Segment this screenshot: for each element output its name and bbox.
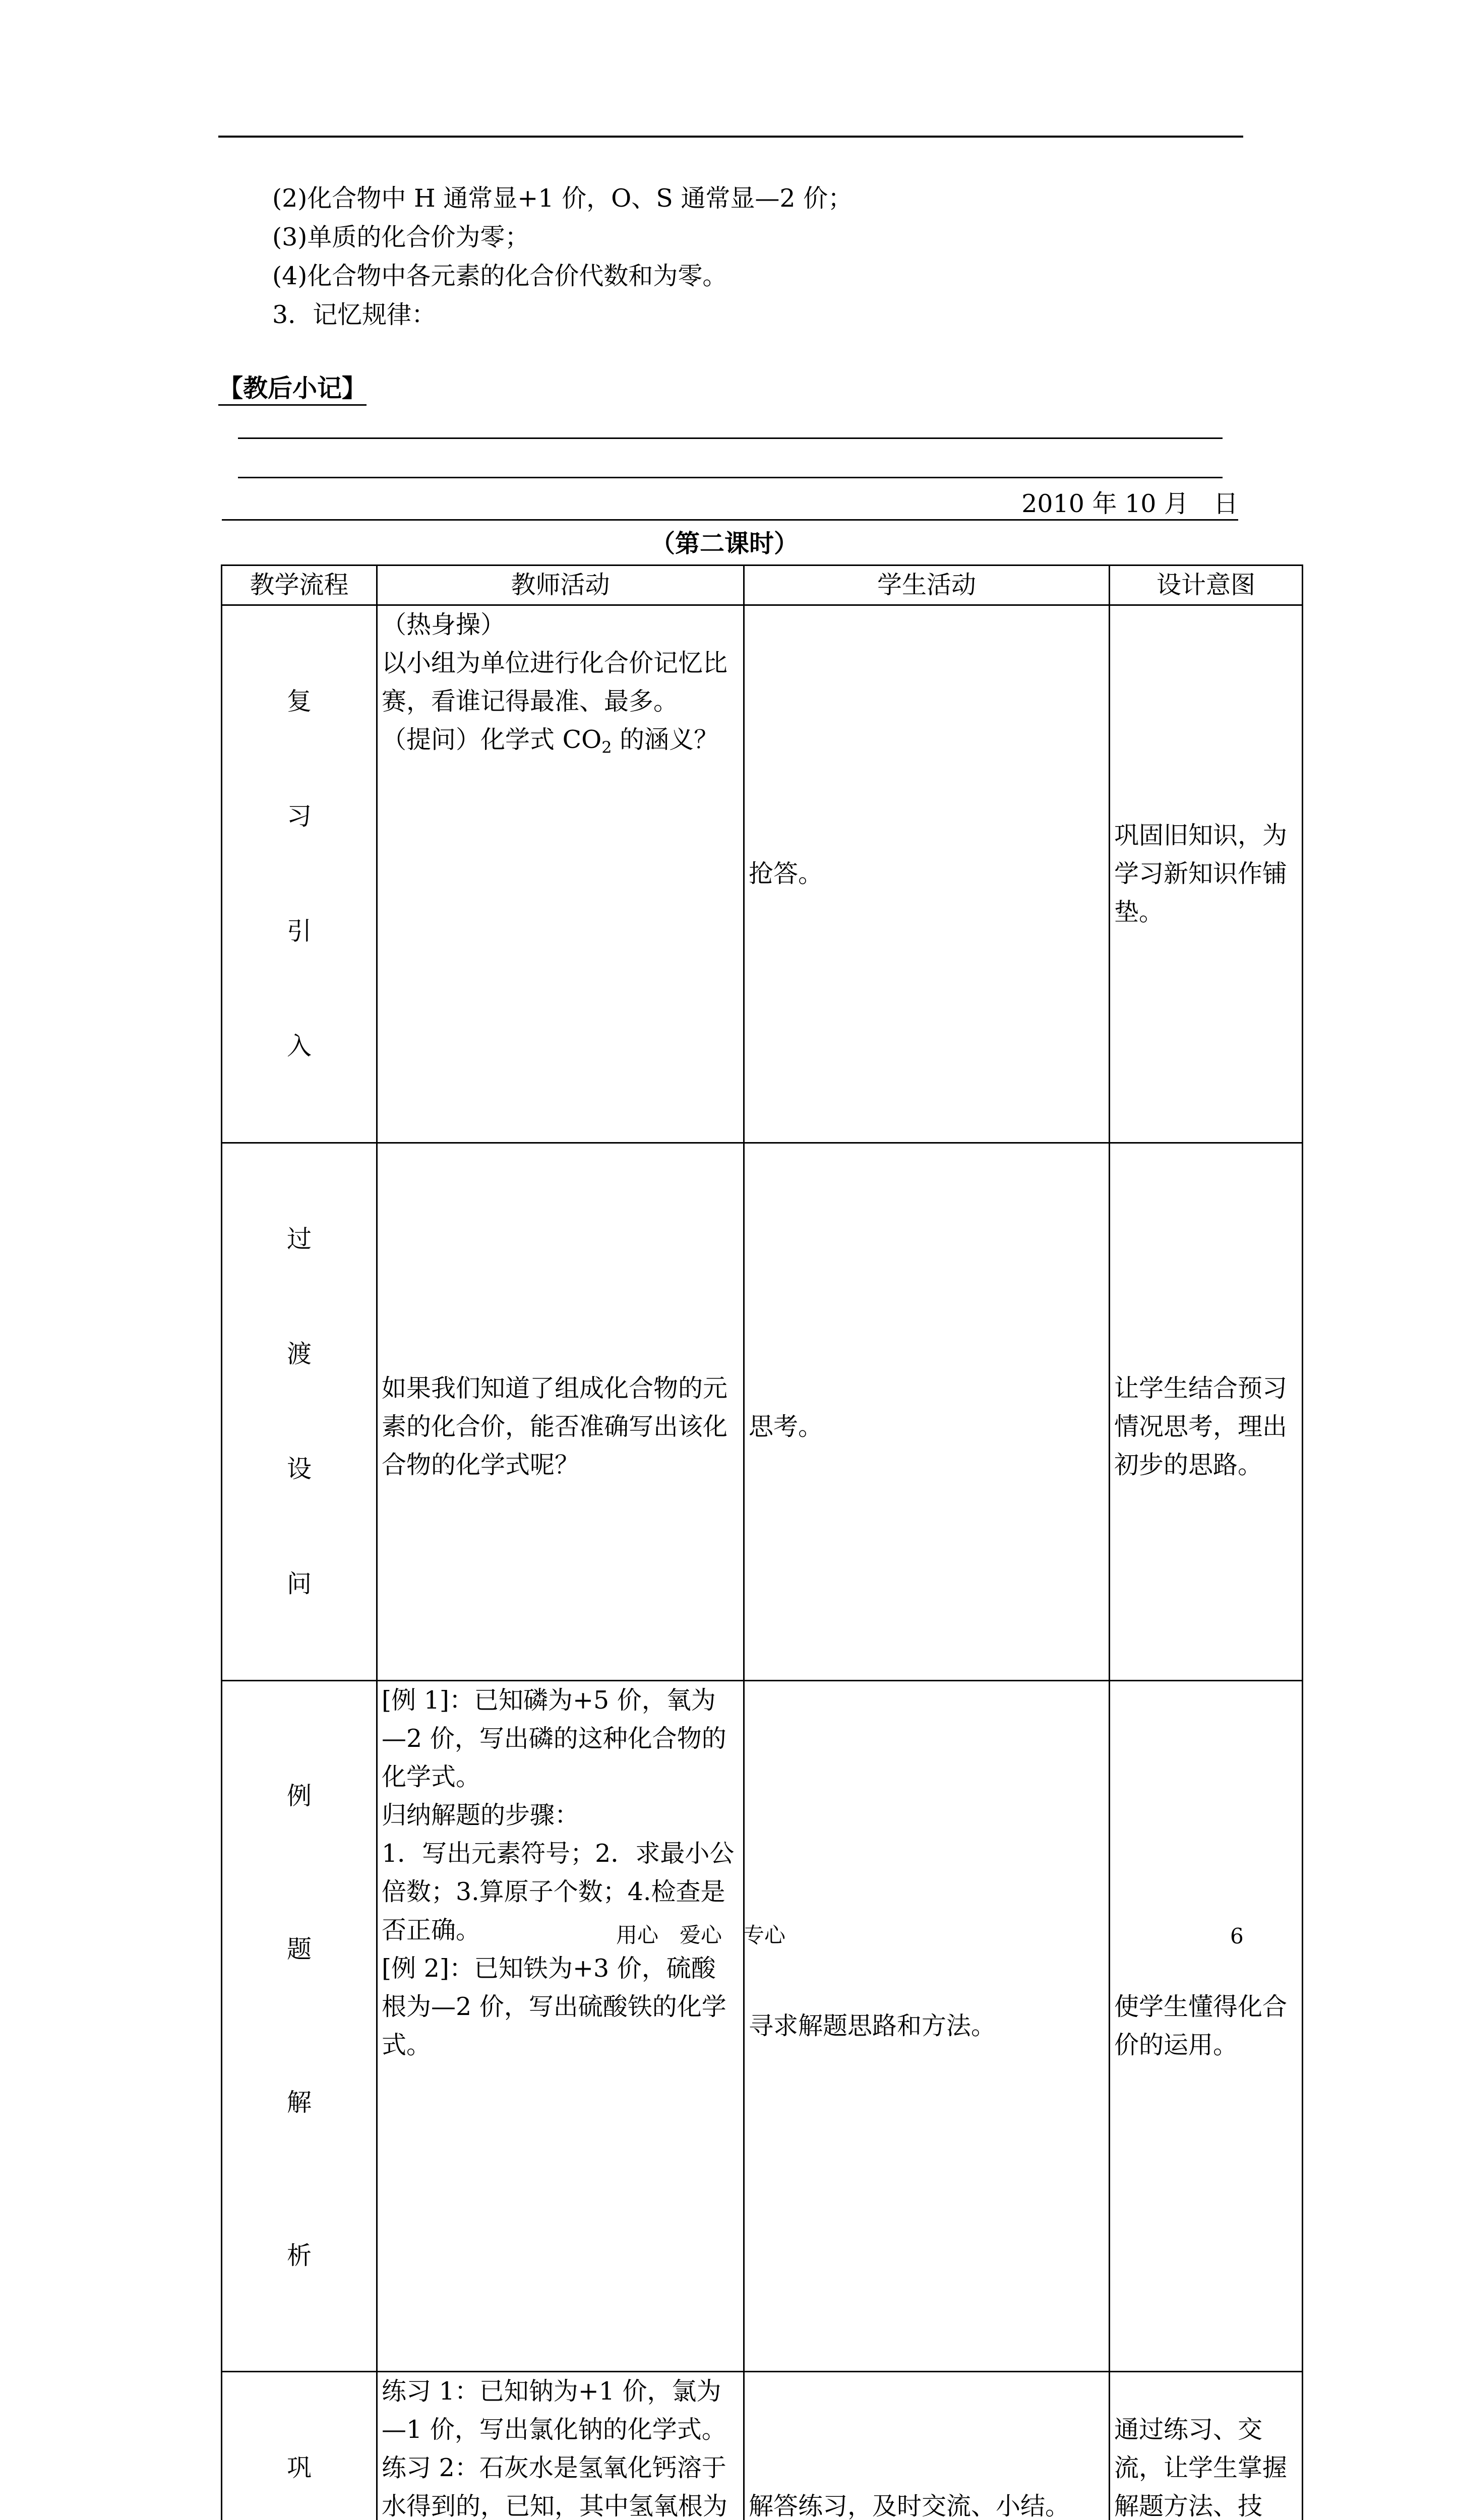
student-activity: 解答练习，及时交流、小结。 [744, 2372, 1110, 2520]
flow-cell: 巩 [222, 2372, 377, 2520]
design-intent: 巩固旧知识，为学习新知识作铺垫。 [1110, 605, 1303, 1143]
reflection-writing-line-1 [238, 437, 1223, 439]
page-number: 6 [1230, 1921, 1244, 1951]
flow-cell: 过 渡 设 问 [222, 1143, 377, 1681]
rule-line-3: (3)单质的化合价为零； [272, 218, 529, 257]
design-intent: 让学生结合预习情况思考，理出初步的思路。 [1110, 1143, 1303, 1681]
table-row [222, 605, 1303, 1143]
memory-rule-item: 3．记忆规律： [272, 296, 436, 334]
table-header-row [222, 565, 1303, 605]
teacher-activity: 练习 1：已知钠为+1 价，氯为—1 价，写出氯化钠的化学式。 练习 2：石灰水是氢氧化钙溶于水得到的，已知，其中氢氧根为 [377, 2372, 744, 2520]
flow-cell: 复 习 引 入 [222, 605, 377, 1143]
student-activity: 抢答。 [744, 605, 1110, 1143]
rule-line-2: (2)化合物中 H 通常显+1 价，O、S 通常显—2 价； [272, 179, 853, 218]
table-row [222, 2372, 1303, 2520]
rule-line-4: (4)化合物中各元素的化合价代数和为零。 [272, 257, 727, 295]
header-rule [218, 136, 1243, 138]
table-row [222, 1681, 1303, 2372]
student-activity: 思考。 [744, 1143, 1110, 1681]
student-activity: 寻求解题思路和方法。 [744, 1681, 1110, 2372]
flow-cell: 例 题 解 析 [222, 1681, 377, 2372]
teacher-activity: 如果我们知道了组成化合物的元素的化合价，能否准确写出该化合物的化学式呢？ [377, 1143, 744, 1681]
header-flow: 教学流程 [222, 565, 377, 605]
lesson-title: （第二课时） [650, 524, 799, 562]
teacher-activity: （热身操） 以小组为单位进行化合价记忆比赛，看谁记得最准、最多。 （提问）化学式 $CO_2$ 的涵义？ [377, 605, 744, 1143]
reflection-title: 【教后小记】 [218, 372, 367, 406]
date-text: 2010 年 10 月 日 [1021, 485, 1238, 523]
table-row [222, 1143, 1303, 1681]
reflection-writing-line-2 [238, 477, 1223, 478]
header-teacher: 教师活动 [377, 565, 744, 605]
footer-motto: 用心 爱心 专心 [616, 1920, 785, 1950]
design-intent: 使学生懂得化合价的运用。 [1110, 1681, 1303, 2372]
header-intent: 设计意图 [1110, 565, 1303, 605]
teacher-activity: [例 1]：已知磷为+5 价，氧为—2 价，写出磷的这种化合物的化学式。 归纳解题的步骤： 1．写出元素符号；2．求最小公倍数；3.算原子个数；4.检查是否正确。 [例 2]：已知铁为+3 价，硫酸根为—2 价，写出硫酸铁的化学式。 [377, 1681, 744, 2372]
lesson-plan-table [221, 564, 1303, 2520]
design-intent: 通过练习、交流，让学生掌握解题方法、技 [1110, 2372, 1303, 2520]
header-student: 学生活动 [744, 565, 1110, 605]
